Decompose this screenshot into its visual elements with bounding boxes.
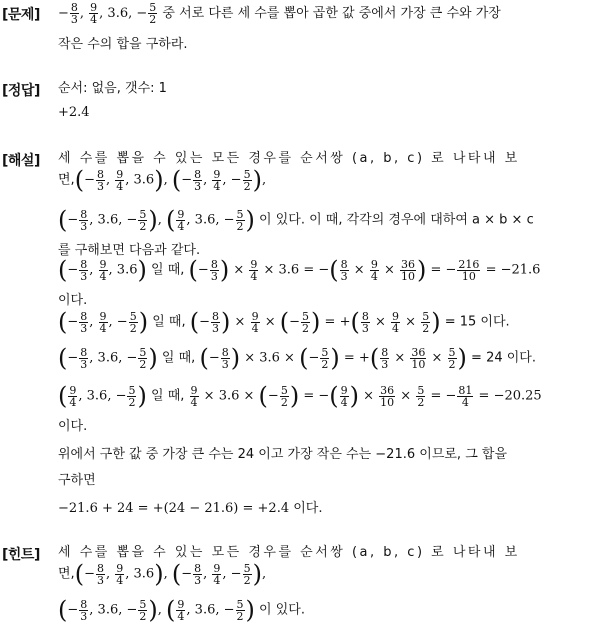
solution-case-4-end: 이다. <box>58 419 88 434</box>
solution-case-1-end: 이다. <box>58 293 88 308</box>
problem-label: [문제] <box>2 7 40 23</box>
solution-calc-intro: 를 구해보면 다음과 같다. <box>58 243 201 258</box>
answer-line-2: +2.4 <box>58 105 90 120</box>
solution-final: −21.6 + 24 = +(24 − 21.6) = +2.4 이다. <box>58 501 323 516</box>
solution-tuples-1: 면,(− $\frac{8}{3}$ , $\frac{9}{4}$ , 3.6), (− $\frac{8}{3}$ , $\frac{9}{4}$ , − $\frac{5}{2}$ ), <box>58 166 267 194</box>
hint-tuples-2: (− $\frac{8}{3}$ , 3.6, − $\frac{5}{2}$ ), ( $\frac{9}{4}$ , 3.6, − $\frac{5}{2}$ ) 이 있다. <box>58 596 305 624</box>
solution-case-3: (− $\frac{8}{3}$ , 3.6, − $\frac{5}{2}$ ) 일 때, (− $\frac{8}{3}$ ) × 3.6 × (− $\frac{5}{2}$ ) = +( $\frac{8}{3}$ × $\frac{36}{10}$ × $\frac{5}{2}$ ) = 24 이다. <box>58 344 536 372</box>
solution-conclusion-1: 위에서 구한 값 중 가장 큰 수는 24 이고 가장 작은 수는 −21.6 이므로, 그 합을 <box>58 447 508 462</box>
answer-line-1: 순서: 없음, 갯수: 1 <box>58 81 167 96</box>
solution-conclusion-2: 구하면 <box>58 473 96 488</box>
solution-label: [해설] <box>2 153 40 169</box>
answer-label: [정답] <box>2 83 40 99</box>
problem-line-1: − $\frac{8}{3}$ , $\frac{9}{4}$ , 3.6, − $\frac{5}{2}$ 중 서로 다른 세 수를 뽑아 곱한 값 중에서 가장 큰 수와 가장 <box>58 1 501 26</box>
hint-intro: 세 수를 뽑을 수 있는 모든 경우를 순서쌍 (a, b, c) 로 나타내 보 <box>58 545 520 560</box>
solution-tuples-2: (− $\frac{8}{3}$ , 3.6, − $\frac{5}{2}$ ), ( $\frac{9}{4}$ , 3.6, − $\frac{5}{2}$ ) 이 있다. 이 때, 각각의 경우에 대하여 a × b × c <box>58 206 534 234</box>
hint-tuples-1: 면,(− $\frac{8}{3}$ , $\frac{9}{4}$ , 3.6), (− $\frac{8}{3}$ , $\frac{9}{4}$ , − $\frac{5}{2}$ ), <box>58 560 267 588</box>
hint-label: [힌트] <box>2 547 40 563</box>
solution-case-1: (− $\frac{8}{3}$ , $\frac{9}{4}$ , 3.6) 일 때, (− $\frac{8}{3}$ ) × $\frac{9}{4}$ × 3.6 = −( $\frac{8}{3}$ × $\frac{9}{4}$ × $\frac{36}{10}$ ) = − $\frac{216}{10}$ = −21.6 <box>58 256 541 284</box>
solution-case-4: ( $\frac{9}{4}$ , 3.6, − $\frac{5}{2}$ ) 일 때, $\frac{9}{4}$ × 3.6 × (− $\frac{5}{2}$ ) = −( $\frac{9}{4}$ ) × $\frac{36}{10}$ × $\frac{5}{2}$ = − $\frac{81}{4}$ = −20.25 <box>58 382 542 410</box>
problem-text: 중 서로 다른 세 수를 뽑아 곱한 값 중에서 가장 큰 수와 가장 <box>162 6 501 21</box>
solution-case-2: (− $\frac{8}{3}$ , $\frac{9}{4}$ , − $\frac{5}{2}$ ) 일 때, (− $\frac{8}{3}$ ) × $\frac{9}{4}$ × (− $\frac{5}{2}$ ) = +( $\frac{8}{3}$ × $\frac{9}{4}$ × $\frac{5}{2}$ ) = 15 이다. <box>58 308 510 336</box>
problem-line-2: 작은 수의 합을 구하라. <box>58 37 188 52</box>
solution-intro: 세 수를 뽑을 수 있는 모든 경우를 순서쌍 (a, b, c) 로 나타내 보 <box>58 151 520 166</box>
